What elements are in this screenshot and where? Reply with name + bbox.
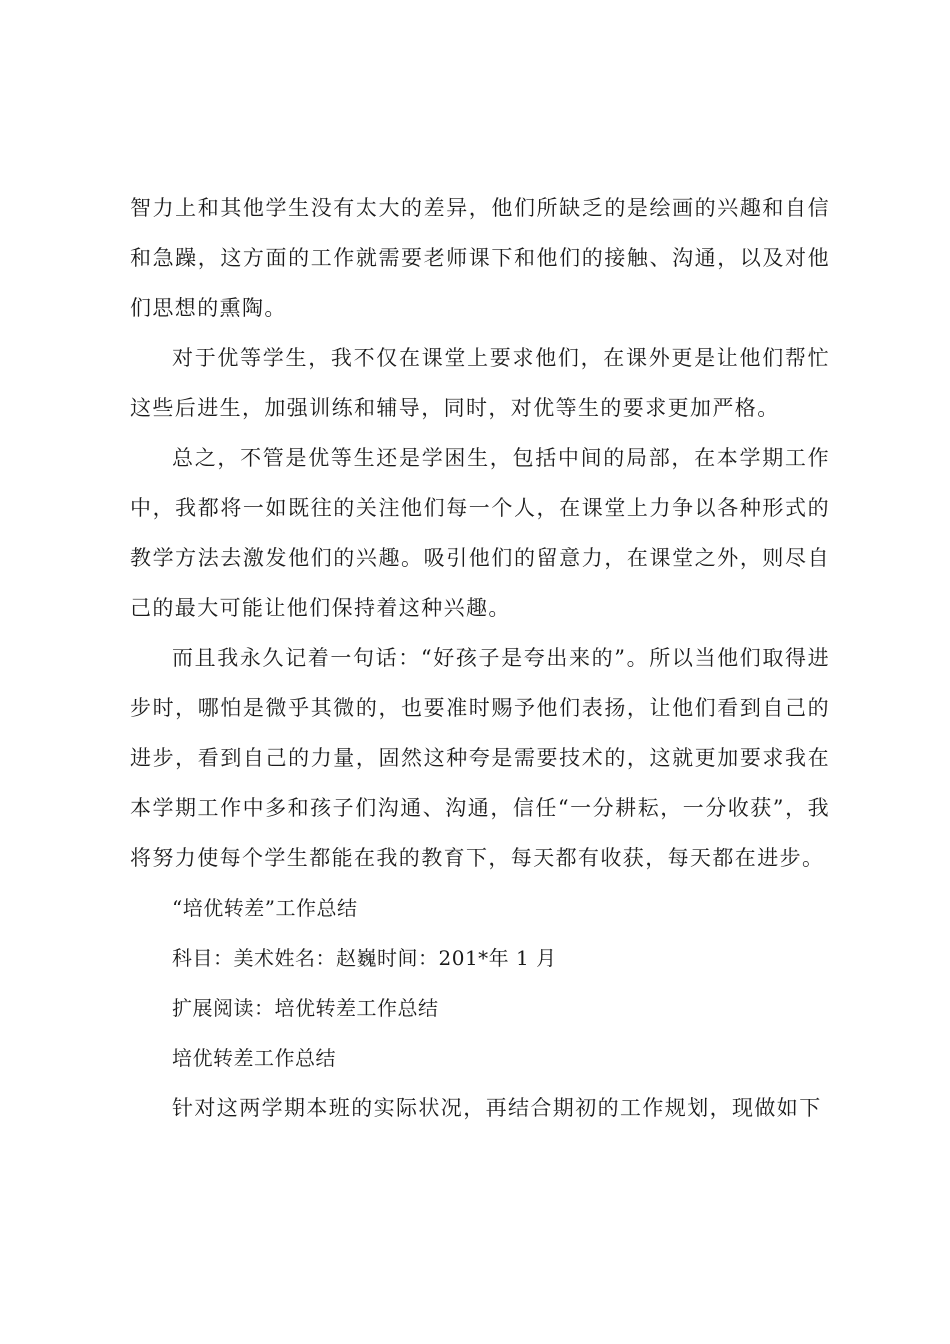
subtitle-line: 培优转差工作总结 <box>172 1046 336 1070</box>
paragraph-continuation: 智力上和其他学生没有太大的差异，他们所缺乏的是绘画的兴趣和自信和急躁，这方面的工作就需要老师课下和他们的接触、沟通，以及对他们思想的熏陶。 <box>130 196 830 320</box>
paragraph-summary: 总之，不管是优等生还是学困生，包括中间的局部，在本学期工作中，我都将一如既往的关注他们每一个人，在课堂上力争以各种形式的教学方法去激发他们的兴趣。吸引他们的留意力，在课堂之外，则尽自己的最大可能让他们保持着这种兴趣。 <box>130 446 830 620</box>
document-body <box>130 183 830 1133</box>
paragraph-top-students: 对于优等学生，我不仅在课堂上要求他们，在课外更是让他们帮忙这些后进生，加强训练和辅导，同时，对优等生的要求更加严格。 <box>130 346 830 420</box>
section-title: “培优转差”工作总结 <box>172 896 358 920</box>
paragraph-final: 针对这两学期本班的实际状况，再结合期初的工作规划，现做如下 <box>172 1096 822 1120</box>
paragraph-praise: 而且我永久记着一句话：“好孩子是夸出来的”。所以当他们取得进步时，哪怕是微乎其微的，也要准时赐予他们表扬，让他们看到自己的进步，看到自己的力量，固然这种夸是需要技术的，这就更加要求我在本学期工作中多和孩子们沟通、沟通，信任“一分耕耘，一分收获”，我将努力使每个学生都能在我的教育下，每天都有收获，每天都在进步。 <box>130 646 830 870</box>
subject-info-line: 科目：美术姓名：赵巍时间：201*年 1 月 <box>172 946 557 970</box>
extended-reading-line: 扩展阅读：培优转差工作总结 <box>172 996 439 1020</box>
